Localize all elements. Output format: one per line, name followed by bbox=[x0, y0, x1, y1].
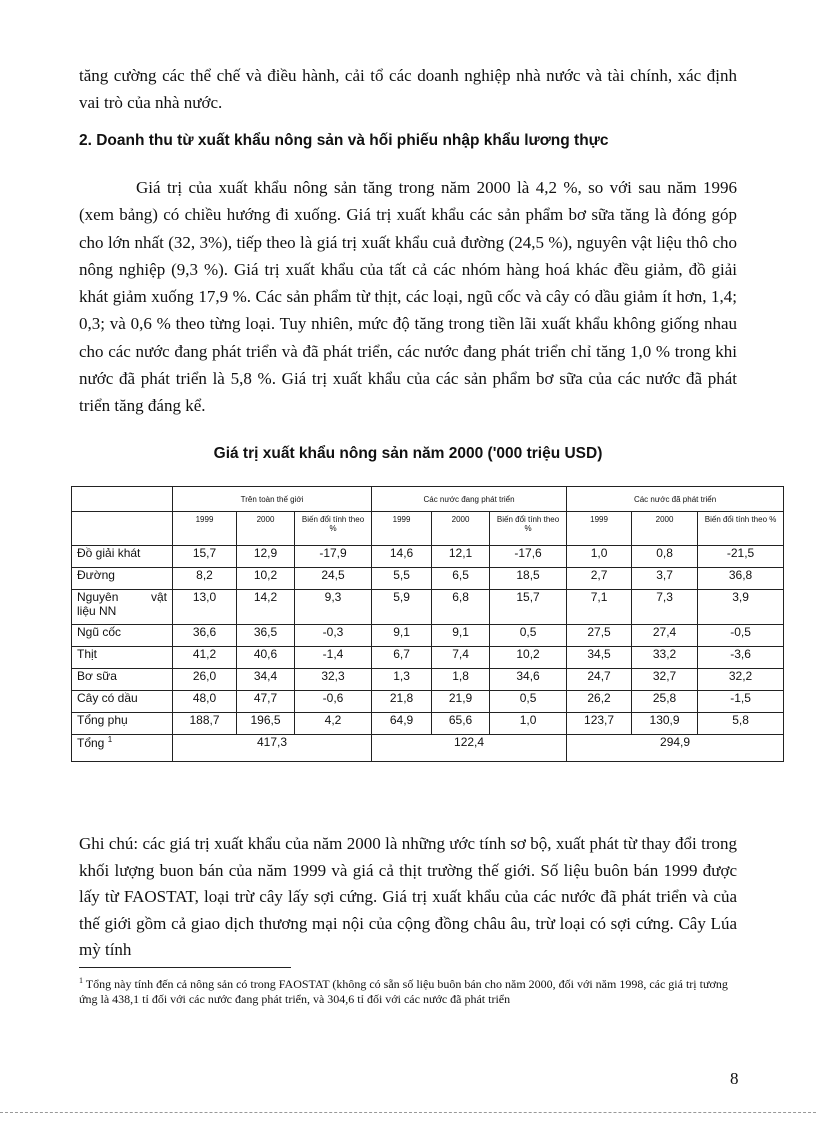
table-cell: 12,1 bbox=[432, 546, 490, 568]
table-cell: 123,7 bbox=[567, 713, 632, 735]
table-cell: 32,3 bbox=[295, 669, 372, 691]
table-cell: 5,9 bbox=[372, 590, 432, 625]
table-row bbox=[72, 568, 784, 590]
table-cell: -1,5 bbox=[698, 691, 784, 713]
note-paragraph: Ghi chú: các giá trị xuất khẩu của năm 2000 là những ước tính sơ bộ, xuất phát từ thay đổi trong khối lượng buon bán của năm 1999 và giá cả thịt trường thế giới. Số liệu buôn bán 1999 được lấy từ FAOSTAT, loại trừ cây lấy sợi cứng. Giá trị xuất khẩu của các nước đã phát triển và của thế giới gồm cả giao dịch thương mại nội của cộng đồng châu âu, trừ loại có sợi cứng. Cây Lúa mỳ tính bbox=[79, 834, 737, 959]
total-cell: 417,3 bbox=[173, 735, 372, 762]
subheader-change: Biến đổi tính theo % bbox=[490, 512, 567, 546]
table-cell: 33,2 bbox=[632, 647, 698, 669]
table-cell: 65,6 bbox=[432, 713, 490, 735]
header-blank-cell bbox=[72, 487, 173, 512]
group-header-developing: Các nước đang phát triển bbox=[372, 487, 567, 512]
table-cell: 41,2 bbox=[173, 647, 237, 669]
table-cell: 34,6 bbox=[490, 669, 567, 691]
table-cell: 130,9 bbox=[632, 713, 698, 735]
row-label: Bơ sữa bbox=[72, 669, 173, 691]
table-cell: 36,5 bbox=[237, 625, 295, 647]
table-cell: 32,7 bbox=[632, 669, 698, 691]
row-label: Ngũ cốc bbox=[72, 625, 173, 647]
table-cell: 7,1 bbox=[567, 590, 632, 625]
total-cell: 122,4 bbox=[372, 735, 567, 762]
table-cell: 14,6 bbox=[372, 546, 432, 568]
group-header-developed: Các nước đã phát triển bbox=[567, 487, 784, 512]
table-cell: 6,7 bbox=[372, 647, 432, 669]
subheader-year: 1999 bbox=[173, 512, 237, 546]
subheader-year: 2000 bbox=[432, 512, 490, 546]
table-row bbox=[72, 625, 784, 647]
row-label: Đồ giải khát bbox=[72, 546, 173, 568]
row-label bbox=[72, 590, 173, 625]
table-cell: 5,5 bbox=[372, 568, 432, 590]
table-cell: 26,2 bbox=[567, 691, 632, 713]
table-cell: -0,5 bbox=[698, 625, 784, 647]
table-cell: 188,7 bbox=[173, 713, 237, 735]
table-cell: -0,6 bbox=[295, 691, 372, 713]
table-cell: 21,9 bbox=[432, 691, 490, 713]
table-cell: 32,2 bbox=[698, 669, 784, 691]
table-cell: 9,1 bbox=[372, 625, 432, 647]
table-cell: 2,7 bbox=[567, 568, 632, 590]
total-cell: 294,9 bbox=[567, 735, 784, 762]
footnote-marker: 1 bbox=[79, 976, 83, 985]
table-row bbox=[72, 669, 784, 691]
table-cell: -3,6 bbox=[698, 647, 784, 669]
table-cell: 8,2 bbox=[173, 568, 237, 590]
table-cell: 6,8 bbox=[432, 590, 490, 625]
table-cell: 1,3 bbox=[372, 669, 432, 691]
table-cell: 24,7 bbox=[567, 669, 632, 691]
table-cell: 15,7 bbox=[490, 590, 567, 625]
footnote-text: Tổng này tính đến cả nông sản có trong FAOSTAT (không có sẵn số liệu buôn bán cho năm 2000, đối với năm 1998, các giá trị tương ứng là 438,1 tỉ đối với các nước đang phát triển, và 304,6 tỉ đối với các nước đã phát triển bbox=[79, 977, 728, 1006]
table-cell: -1,4 bbox=[295, 647, 372, 669]
table-cell: 34,5 bbox=[567, 647, 632, 669]
table-cell: 7,3 bbox=[632, 590, 698, 625]
table-cell: 34,4 bbox=[237, 669, 295, 691]
table-cell: 14,2 bbox=[237, 590, 295, 625]
table-cell: 1,8 bbox=[432, 669, 490, 691]
table-row bbox=[72, 713, 784, 735]
table-cell: 6,5 bbox=[432, 568, 490, 590]
table-cell: 9,1 bbox=[432, 625, 490, 647]
table-cell: 10,2 bbox=[237, 568, 295, 590]
table-cell: 0,5 bbox=[490, 625, 567, 647]
table-title: Giá trị xuất khẩu nông sản năm 2000 ('000 triệu USD) bbox=[213, 445, 603, 462]
subheader-change: Biến đổi tính theo % bbox=[295, 512, 372, 546]
table-cell: 36,8 bbox=[698, 568, 784, 590]
subheader-year: 1999 bbox=[372, 512, 432, 546]
table-cell: 196,5 bbox=[237, 713, 295, 735]
subheader-year: 2000 bbox=[632, 512, 698, 546]
row-label-part: vật bbox=[150, 590, 167, 604]
table-group-header-row bbox=[72, 487, 784, 512]
table-cell: 27,5 bbox=[567, 625, 632, 647]
table-cell: -17,6 bbox=[490, 546, 567, 568]
table-cell: 7,4 bbox=[432, 647, 490, 669]
subheader-year: 2000 bbox=[237, 512, 295, 546]
row-label-part: liệu NN bbox=[77, 604, 117, 618]
group-header-world: Trên toàn thế giới bbox=[173, 487, 372, 512]
table-total-row bbox=[72, 735, 784, 762]
row-label bbox=[72, 735, 173, 762]
table-cell: 25,8 bbox=[632, 691, 698, 713]
table-cell: 36,6 bbox=[173, 625, 237, 647]
table-cell: 5,8 bbox=[698, 713, 784, 735]
scan-artifact-line bbox=[0, 1112, 816, 1113]
footnote bbox=[79, 973, 729, 1007]
table-cell: 1,0 bbox=[567, 546, 632, 568]
table-cell: 3,7 bbox=[632, 568, 698, 590]
total-label: Tổng bbox=[77, 736, 105, 750]
table-cell: -21,5 bbox=[698, 546, 784, 568]
footnote-ref: 1 bbox=[107, 735, 113, 744]
table-row bbox=[72, 546, 784, 568]
table-cell: 13,0 bbox=[173, 590, 237, 625]
row-label-part: Nguyên bbox=[77, 590, 119, 604]
table-cell: 40,6 bbox=[237, 647, 295, 669]
page-number: 8 bbox=[730, 1069, 739, 1088]
subheader-change: Biến đổi tính theo % bbox=[698, 512, 784, 546]
table-cell: 1,0 bbox=[490, 713, 567, 735]
table-cell: 18,5 bbox=[490, 568, 567, 590]
table-cell: 26,0 bbox=[173, 669, 237, 691]
table-cell: 15,7 bbox=[173, 546, 237, 568]
footnote-divider bbox=[79, 967, 291, 968]
table-cell: 47,7 bbox=[237, 691, 295, 713]
table-cell: -0,3 bbox=[295, 625, 372, 647]
subheader-year: 1999 bbox=[567, 512, 632, 546]
row-label: Tổng phụ bbox=[72, 713, 173, 735]
intro-paragraph: tăng cường các thể chế và điều hành, cải tổ các doanh nghiệp nhà nước và tài chính, xác định vai trò của nhà nước. bbox=[79, 66, 737, 112]
header-blank-cell bbox=[72, 512, 173, 546]
table-cell: 4,2 bbox=[295, 713, 372, 735]
table-cell: 64,9 bbox=[372, 713, 432, 735]
table-row bbox=[72, 691, 784, 713]
table-subheader-row bbox=[72, 512, 784, 546]
export-value-table bbox=[71, 486, 784, 762]
table-row bbox=[72, 647, 784, 669]
table-cell: 9,3 bbox=[295, 590, 372, 625]
table-cell: 0,5 bbox=[490, 691, 567, 713]
table-cell: 12,9 bbox=[237, 546, 295, 568]
section-heading: 2. Doanh thu từ xuất khẩu nông sản và hối phiếu nhập khẩu lương thực bbox=[79, 132, 609, 149]
table-cell: 21,8 bbox=[372, 691, 432, 713]
table-row bbox=[72, 590, 784, 625]
table-cell: 24,5 bbox=[295, 568, 372, 590]
table-cell: 27,4 bbox=[632, 625, 698, 647]
table-cell: 3,9 bbox=[698, 590, 784, 625]
row-label: Đường bbox=[72, 568, 173, 590]
row-label: Thịt bbox=[72, 647, 173, 669]
table-cell: 48,0 bbox=[173, 691, 237, 713]
table-cell: -17,9 bbox=[295, 546, 372, 568]
table-cell: 10,2 bbox=[490, 647, 567, 669]
row-label: Cây có dầu bbox=[72, 691, 173, 713]
table-cell: 0,8 bbox=[632, 546, 698, 568]
body-paragraph: Giá trị của xuất khẩu nông sản tăng trong năm 2000 là 4,2 %, so với sau năm 1996 (xem bảng) có chiều hướng đi xuống. Giá trị xuất khẩu các sản phẩm bơ sữa tăng là đóng góp cho lớn nhất (32, 3%), tiếp theo là giá trị xuất khẩu cuả đường (24,5 %), nguyên vật liệu thô cho nông nghiệp (9,3 %). Giá trị xuất khẩu của tất cả các nhóm hàng hoá khác đều giảm, đồ giải khát giảm xuống 17,9 %. Các sản phẩm từ thịt, các loại, ngũ cốc và cây có dầu giảm ít hơn, 1,4; 0,3; và 0,6 % theo từng loại. Tuy nhiên, mức độ tăng trong tiền lãi xuất khẩu không giống nhau cho các nước đang phát triển và đã phát triển, các nước đang phát triển chỉ tăng 1,0 % trong khi nước đã phát triển là 5,8 %. Giá trị xuất khẩu của các sản phẩm bơ sữa của các nước đã phát triển tăng đáng kể. bbox=[79, 178, 737, 416]
